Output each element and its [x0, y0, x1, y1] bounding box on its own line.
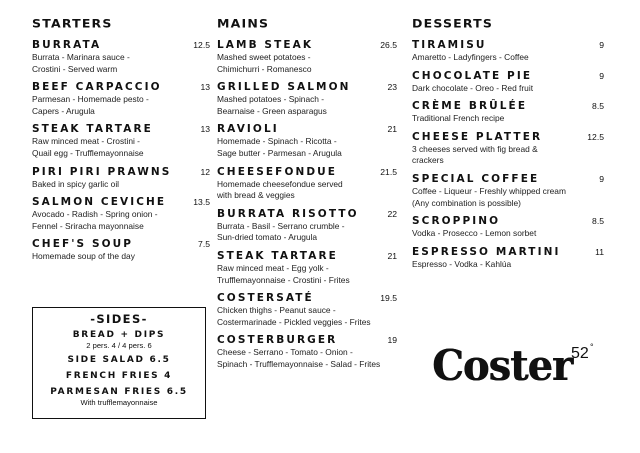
menu-item-name: CHEF'S SOUP [32, 238, 134, 251]
menu-item-price: 19.5 [380, 293, 397, 304]
menu-item-price: 9 [599, 70, 604, 81]
menu-item-name: STEAK TARTARE [217, 249, 338, 262]
menu-item-description: Avocado - Radish - Spring onion - [32, 209, 158, 220]
menu-item-description: crackers [412, 155, 444, 166]
menu-item-name: BURRATA RISOTTO [217, 207, 359, 220]
desserts-heading: DESSERTS [412, 16, 494, 31]
menu-item-price: 19 [387, 335, 397, 346]
desserts-list [412, 39, 604, 270]
menu-item-price: 13 [200, 82, 210, 93]
menu-item [32, 39, 210, 75]
menu-item-price: 12.5 [193, 40, 210, 50]
side-item [33, 330, 205, 350]
menu-item [217, 334, 397, 370]
menu-item-name: GRILLED SALMON [217, 81, 351, 94]
menu-item-description: Sun-dried tomato - Arugula [217, 232, 318, 243]
menu-item-description: 3 cheeses served with fig bread & [412, 143, 538, 154]
side-item [33, 371, 205, 382]
menu-item-name: RAVIOLI [217, 123, 279, 136]
menu-item-description: Bearnaise - Green asparagus [217, 105, 327, 116]
menu-item [32, 81, 210, 117]
sides-title: -SIDES- [90, 312, 148, 326]
logo-wordmark: Coster [432, 341, 572, 390]
menu-item [412, 70, 604, 95]
menu-item-name: SALMON CEVICHE [32, 196, 167, 209]
menu-item [32, 166, 210, 191]
menu-item-description: Dark chocolate - Oreo - Red fruit [412, 82, 534, 93]
menu-item-description: Amaretto - Ladyfingers - Coffee [412, 52, 529, 62]
menu-item-description: Espresso - Vodka - Kahlúa [412, 258, 512, 269]
sides-box [32, 307, 206, 419]
logo-number: 52 [571, 345, 589, 362]
menu-item-name: BURRATA [32, 39, 102, 51]
menu-item-description: Homemade - Spinach - Ricotta - [217, 136, 337, 147]
side-item-note: With trufflemayonnaise [80, 398, 158, 407]
menu-item-description: Burrata - Basil - Serrano crumble - [217, 220, 345, 231]
side-item-name: FRENCH FRIES 4 [65, 371, 173, 381]
menu-item-description: Coffee - Liqueur - Freshly whipped cream [412, 185, 566, 196]
menu-item-price: 22 [387, 208, 397, 219]
mains-heading: MAINS [217, 16, 270, 31]
menu-item-price: 9 [599, 40, 604, 50]
menu-item-description: Trufflemayonnaise - Crostini - Frites [217, 274, 350, 285]
desserts-column [412, 16, 604, 276]
menu-item-description: Chimichurri - Romanesco [217, 63, 312, 74]
menu-item-name: CRÈME BRÛLÉE [412, 100, 528, 113]
starters-list [32, 39, 210, 263]
menu-item-price: 13 [200, 124, 210, 135]
menu-item-price: 7.5 [198, 239, 210, 250]
menu-item-description: with bread & veggies [217, 190, 295, 201]
menu-item-description: Quail egg - Trufflemayonnaise [32, 147, 144, 158]
mains-list [217, 39, 397, 371]
menu-item-name: STEAK TARTARE [32, 123, 153, 136]
menu-item-description: Costermarinade - Pickled veggies - Frites [217, 316, 371, 327]
menu-item-price: 21 [387, 250, 397, 261]
starters-column [32, 16, 210, 269]
menu-item [412, 100, 604, 125]
menu-item [217, 123, 397, 159]
menu-item-description: Raw minced meat - Crostini - [32, 136, 140, 147]
menu-item-price: 26.5 [380, 40, 397, 50]
menu-item-name: CHOCOLATE PIE [412, 69, 533, 82]
menu-item-price: 21 [387, 124, 397, 135]
menu-item [412, 215, 604, 240]
menu-item [412, 246, 604, 271]
menu-item [412, 39, 604, 64]
side-item [33, 387, 205, 407]
menu-item-name: PIRI PIRI PRAWNS [32, 165, 172, 178]
coster-logo [432, 342, 612, 398]
side-item [33, 355, 205, 366]
menu-item [217, 166, 397, 202]
logo-degree: ° [590, 342, 594, 352]
menu-item [32, 196, 210, 232]
menu-item-name: CHEESEFONDUE [217, 165, 338, 178]
menu-item-name: SPECIAL COFFEE [412, 172, 540, 185]
menu-item-name: SCROPPINO [412, 215, 501, 228]
menu-item-price: 9 [599, 173, 604, 184]
menu-item-name: LAMB STEAK [217, 39, 314, 51]
menu-item [217, 39, 397, 75]
menu-item-description: Parmesan - Homemade pesto - [32, 94, 149, 105]
menu-item-price: 12 [200, 166, 210, 177]
menu-item-description: Homemade soup of the day [32, 251, 135, 262]
menu-item-description: Capers - Arugula [32, 105, 95, 116]
menu-item-description: Sage butter - Parmesan - Arugula [217, 147, 342, 158]
menu-item-description: Mashed potatoes - Spinach - [217, 94, 325, 105]
menu-item-description: Vodka - Prosecco - Lemon sorbet [412, 228, 537, 239]
menu-item [217, 292, 397, 328]
menu-item-price: 21.5 [380, 166, 397, 177]
side-item-name: SIDE SALAD 6.5 [67, 355, 171, 365]
starters-heading: STARTERS [32, 16, 113, 31]
side-item-name: PARMESAN FRIES 6.5 [50, 387, 188, 397]
menu-item-name: COSTERSATÉ [217, 292, 314, 305]
side-item-name: BREAD + DIPS [72, 330, 166, 340]
menu-item-description: Traditional French recipe [412, 113, 505, 124]
menu-item-description: Chicken thighs - Peanut sauce - [217, 305, 336, 316]
menu-item [32, 238, 210, 263]
menu-item-name: CHEESE PLATTER [412, 130, 543, 143]
menu-item-description: Crostini - Served warm [32, 63, 118, 74]
menu-item-description: Burrata - Marinara sauce - [32, 52, 130, 62]
menu-item-price: 13.5 [193, 197, 210, 208]
side-item-note: 2 pers. 4 / 4 pers. 6 [86, 341, 152, 350]
menu-item [412, 131, 604, 167]
menu-item-description: Spinach - Trufflemayonnaise - Salad - Frites [217, 358, 381, 369]
menu-item-description: Mashed sweet potatoes - [217, 52, 311, 62]
menu-item [412, 173, 604, 209]
menu-item-description: Homemade cheesefondue served [217, 178, 343, 189]
menu-item-description: (Any combination is possible) [412, 197, 521, 208]
menu-item-name: COSTERBURGER [217, 334, 338, 347]
menu-item-name: ESPRESSO MARTINI [412, 245, 561, 258]
menu-item-price: 8.5 [592, 216, 604, 227]
menu-item-description: Cheese - Serrano - Tomato - Onion - [217, 347, 353, 358]
menu-item [217, 250, 397, 286]
menu-item [217, 81, 397, 117]
menu-item-description: Baked in spicy garlic oil [32, 178, 120, 189]
mains-column [217, 16, 397, 377]
menu-item-price: 12.5 [587, 131, 604, 142]
menu-item [217, 208, 397, 244]
menu-item-name: BEEF CARPACCIO [32, 81, 162, 94]
menu-item-name: TIRAMISU [412, 39, 487, 51]
menu-item-price: 11 [595, 246, 604, 257]
menu-item-price: 8.5 [592, 101, 604, 112]
menu-item-price: 23 [387, 82, 397, 93]
menu-item-description: Raw minced meat - Egg yolk - [217, 262, 329, 273]
sides-list [33, 330, 205, 407]
menu-item [32, 123, 210, 159]
menu-item-description: Fennel - Sriracha mayonnaise [32, 220, 144, 231]
